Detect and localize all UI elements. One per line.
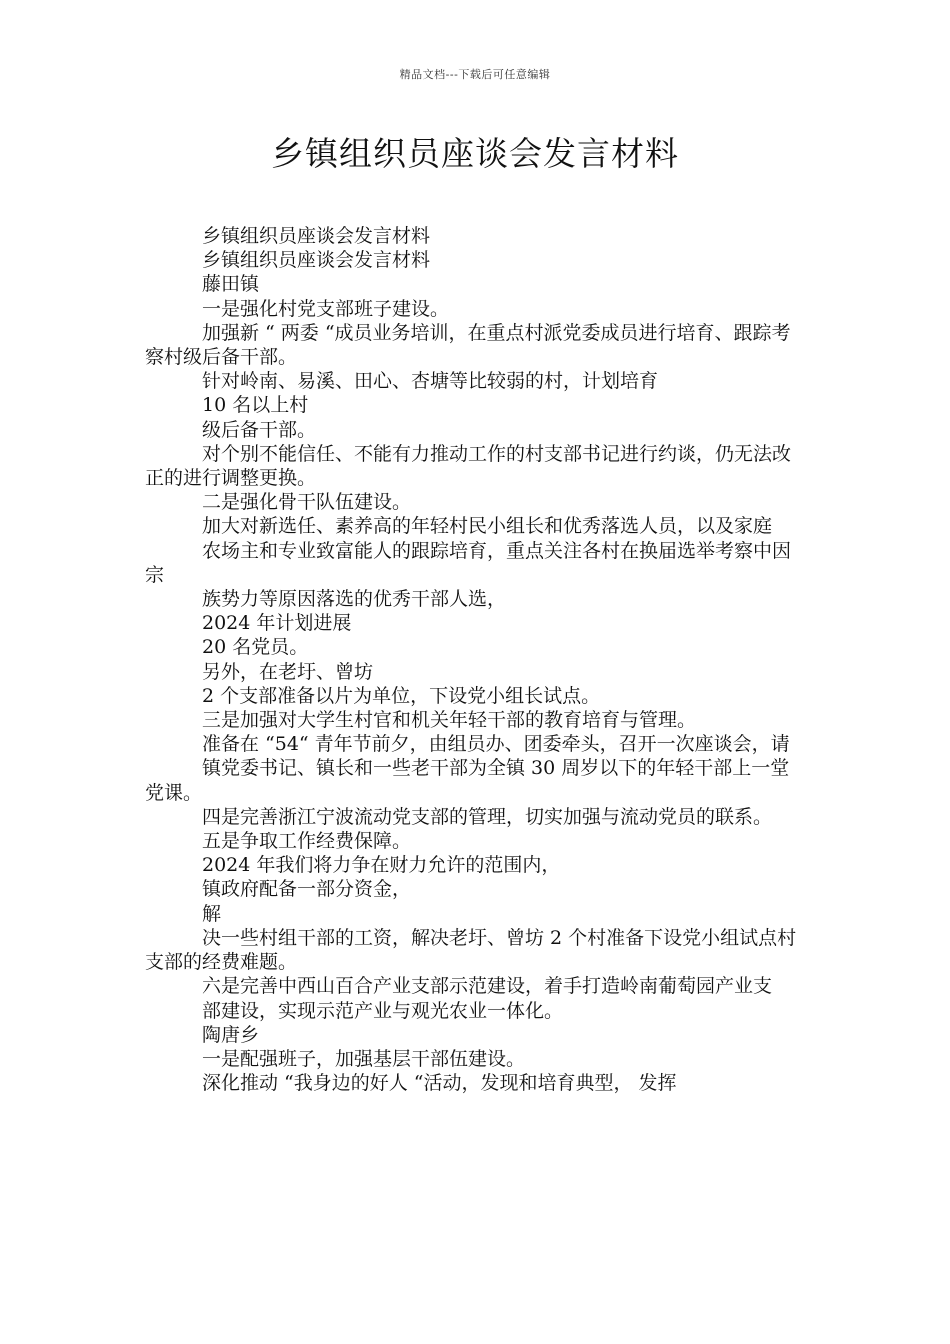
- paragraph: 四是完善浙江宁波流动党支部的管理，切实加强与流动党员的联系。: [202, 805, 773, 828]
- paragraph: 五是争取工作经费保障。: [202, 830, 412, 853]
- paragraph: 级后备干部。: [202, 418, 317, 441]
- paragraph: 决一些村组干部的工资，解决老圩、曾坊 2 个村准备下设党小组试点村支部的经费难题。: [145, 926, 797, 974]
- paragraph: 20 名党员。: [202, 636, 309, 659]
- paragraph: 农场主和专业致富能人的跟踪培育，重点关注各村在换届选举考察中因宗: [145, 539, 792, 586]
- paragraph: 乡镇组织员座谈会发言材料: [202, 225, 431, 247]
- paragraph: 部建设，实现示范产业与观光农业一体化。: [202, 999, 564, 1022]
- paragraph: 藤田镇: [202, 273, 260, 296]
- paragraph: 另外，在老圩、曾坊: [202, 660, 374, 683]
- document-body: [145, 224, 805, 1095]
- paragraph: 六是完善中西山百合产业支部示范建设，着手打造岭南葡萄园产业支: [202, 975, 773, 998]
- paragraph: 陶唐乡: [202, 1023, 260, 1046]
- paragraph: 族势力等原因落选的优秀干部人选，: [202, 588, 507, 611]
- paragraph: 镇党委书记、镇长和一些老干部为全镇 30 周岁以下的年轻干部上一堂党课。: [145, 757, 790, 804]
- paragraph: 乡镇组织员座谈会发言材料: [202, 249, 431, 272]
- paragraph: 2 个支部准备以片为单位，下设党小组长试点。: [202, 684, 601, 707]
- paragraph: 深化推动 “我身边的好人 “活动，发现和培育典型， 发挥: [202, 1072, 677, 1095]
- paragraph: 二是强化骨干队伍建设。: [202, 491, 412, 514]
- paragraph: 准备在 “54“ 青年节前夕，由组员办、团委牵头，召开一次座谈会，请: [202, 733, 790, 756]
- paragraph: 一是强化村党支部班子建设。: [202, 297, 450, 320]
- paragraph: 10 名以上村: [202, 394, 309, 417]
- paragraph: 加强新 “ 两委 “成员业务培训，在重点村派党委成员进行培育、跟踪考察村级后备干部。: [145, 321, 791, 369]
- paragraph: 三是加强对大学生村官和机关年轻干部的教育培育与管理。: [202, 709, 697, 732]
- paragraph: 一是配强班子，加强基层干部伍建设。: [202, 1047, 526, 1070]
- paragraph: 2024 年计划进展: [202, 612, 352, 635]
- document-title: 乡镇组织员座谈会发言材料: [271, 134, 679, 173]
- paragraph: 加大对新选任、素养高的年轻村民小组长和优秀落选人员，以及家庭: [202, 515, 773, 538]
- paragraph: 2024 年我们将力争在财力允许的范围内，: [202, 854, 561, 877]
- paragraph: 针对岭南、易溪、田心、杏塘等比较弱的村，计划培育: [202, 370, 659, 393]
- paragraph: 镇政府配备一部分资金，: [202, 878, 412, 901]
- paragraph: 解: [202, 902, 222, 925]
- header-note: 精品文档---下载后可任意编辑: [399, 68, 551, 81]
- paragraph: 对个别不能信任、不能有力推动工作的村支部书记进行约谈，仍无法改正的进行调整更换。: [145, 442, 792, 490]
